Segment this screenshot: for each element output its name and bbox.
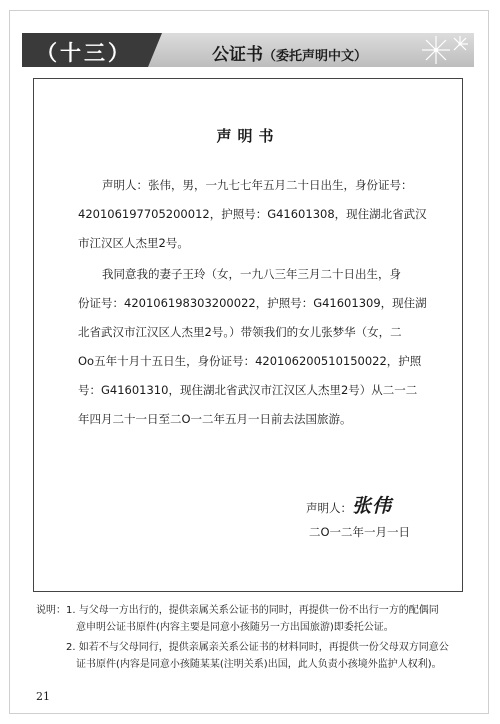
document-frame xyxy=(33,78,463,592)
signature-block xyxy=(306,491,392,518)
section-number: （十三） xyxy=(36,41,132,65)
note-item-2: 2. 如若不与父母同行，提供亲属亲关系公证书的材料同时，再提供一份父母双方同意公 xyxy=(66,642,449,653)
document-date: 二O一二年一月一日 xyxy=(309,525,411,539)
firework-icon xyxy=(414,34,472,66)
text-line: Oo五年十月十五日生，身份证号：420106200510150022，护照 xyxy=(78,354,422,368)
text-line: 市江汉区人杰里2号。 xyxy=(78,236,189,250)
text-line: 北省武汉市江汉区人杰里2号。）带领我们的女儿张梦华（女，二 xyxy=(78,325,402,339)
note-item-2-cont: 证书原件(内容是同意小孩随某某(注明关系)出国，此人负责小孩境外监护人权利)。 xyxy=(76,659,442,670)
paragraph-declarant xyxy=(78,171,428,258)
document-title: 声明书 xyxy=(216,127,280,145)
section-header xyxy=(22,33,474,67)
text-line: 份证号：420106198303200022，护照号：G41601309，现住湖 xyxy=(78,296,427,310)
paragraph-consent xyxy=(78,260,428,434)
section-title-sub: （委托声明中文） xyxy=(263,49,368,64)
note-item-1: 1. 与父母一方出行的，提供亲属关系公证书的同时，再提供一份不出行一方的配偶同 xyxy=(66,605,439,616)
section-title xyxy=(212,40,367,65)
text-line: 年四月二十一日至二O一二年五月一日前去法国旅游。 xyxy=(78,412,352,426)
text-line: 声明人：张伟，男，一九七七年五月二十日出生，身份证号： xyxy=(102,178,413,192)
section-title-main: 公证书 xyxy=(212,45,263,65)
notes-label: 说明： xyxy=(36,605,66,616)
note-item-1-cont: 意申明公证书原件(内容主要是同意小孩随另一方出国旅游)即委托公证。 xyxy=(76,622,394,633)
text-line: 420106197705200012，护照号：G41601308，现住湖北省武汉 xyxy=(78,207,427,221)
signature-name: 张伟 xyxy=(352,495,393,517)
text-line: 我同意我的妻子王玲（女，一九八三年三月二十日出生，身 xyxy=(102,267,401,281)
text-line: 号：G41601310，现住湖北省武汉市江汉区人杰里2号）从二一二 xyxy=(78,383,418,397)
page-number: 21 xyxy=(36,690,50,703)
signature-label: 声明人： xyxy=(306,501,352,515)
